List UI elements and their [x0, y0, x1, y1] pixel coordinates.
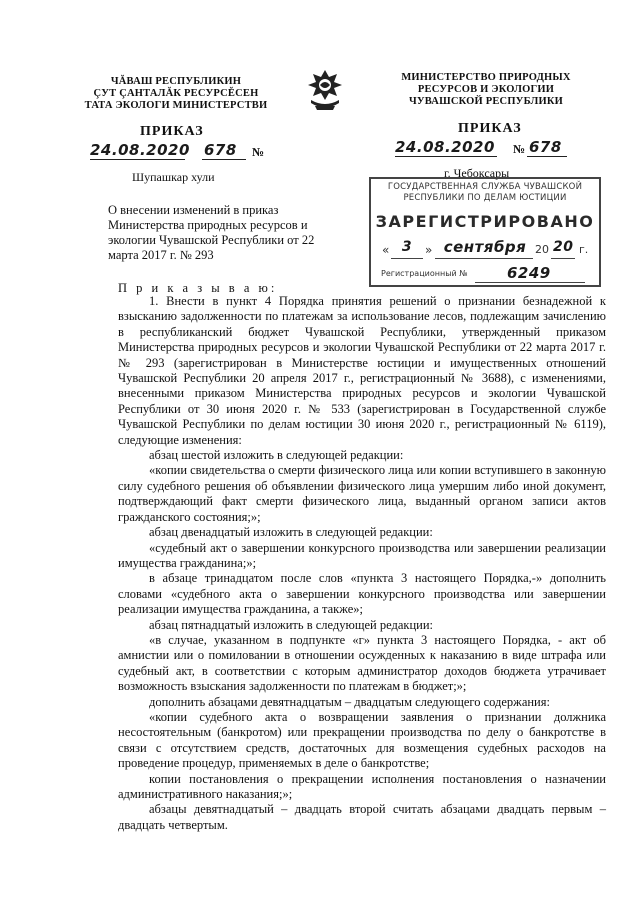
body-paragraph: абзац шестой изложить в следующей редакции:: [149, 448, 404, 463]
stamp-month-underline: [435, 258, 533, 259]
date-underline: [395, 156, 497, 157]
order-title-right: ПРИКАЗ: [458, 121, 522, 136]
body-paragraph: копии постановления о прекращении исполнения постановления о назначении административного наказания;»;: [118, 771, 606, 801]
body-paragraph: «в случае, указанном в подпункте «г» пункта 3 настоящего Порядка, - акт об амнистии или о помиловании в отношении осужденных к наказанию в виде штрафа или судебный акт, в соответствии с которым администратор доходов бюджета утрачивает возможность взыскания задолженности по платежам в бюджет;»;: [118, 632, 606, 694]
body-paragraph: абзац пятнадцатый изложить в следующей редакции:: [149, 617, 434, 632]
order-body: [118, 294, 606, 833]
stamp-registered-label: ЗАРЕГИСТРИРОВАНО: [375, 212, 595, 231]
stamp-year-prefix: 20: [535, 243, 549, 256]
header-left-line: ТАТА ЭКОЛОГИ МИНИСТЕРСТВИ: [84, 100, 268, 111]
city-left: Шупашкар хули: [132, 170, 215, 184]
handwritten-number-left: 678: [204, 141, 237, 159]
body-paragraph: абзацы девятнадцатый – двадцать второй считать абзацами двадцать первым – двадцать четвертым.: [118, 802, 606, 832]
body-paragraph: абзац двенадцатый изложить в следующей редакции:: [149, 525, 433, 540]
stamp-year-suffix: 20: [553, 239, 574, 255]
stamp-year-underline: [551, 258, 575, 259]
header-right-line: РЕСУРСОВ И ЭКОЛОГИИ: [417, 84, 555, 95]
coat-of-arms-emblem-icon: [303, 66, 347, 114]
city-right: г. Чебоксары: [444, 166, 510, 180]
stamp-line: РЕСПУБЛИКИ ПО ДЕЛАМ ЮСТИЦИИ: [403, 193, 567, 203]
stamp-line: ГОСУДАРСТВЕННАЯ СЛУЖБА ЧУВАШСКОЙ: [387, 182, 583, 192]
handwritten-date-left: 24.08.2020: [90, 141, 190, 159]
body-paragraph: «копии свидетельства о смерти физического лица или копии вступившего в законную силу судебного решения об объявлении физического лица умершим либо иной документ, подтверждающий факт смерти физического лица, выданный органом записи актов гражданского состояния;»;: [118, 463, 606, 524]
header-left-line: ÇУТ ÇАНТАЛĂК РЕСУРСĔСЕН: [93, 88, 259, 99]
handwritten-number-right: 678: [529, 138, 562, 156]
number-sign-left: №: [252, 145, 265, 159]
handwritten-date-right: 24.08.2020: [395, 138, 495, 156]
stamp-authority: [371, 182, 599, 204]
date-underline: [90, 159, 185, 160]
header-left-line: ЧĂВАШ РЕСПУБЛИКИН: [110, 76, 242, 87]
header-right-line: ЧУВАШСКОЙ РЕСПУБЛИКИ: [408, 96, 564, 107]
stamp-quote-open: «: [382, 243, 390, 257]
body-paragraph: «судебный акт о завершении конкурсного производства или завершении реализации имущества гражданина;»;: [118, 540, 606, 570]
number-underline: [527, 156, 567, 157]
stamp-quote-close: »: [425, 243, 433, 257]
stamp-reg-label: Регистрационный №: [381, 269, 468, 278]
body-paragraph: «копии судебного акта о возвращении заявления о признании должника несостоятельным (банкротом) или прекращении производства по делу о банкротстве в связи с отсутствием средств, достаточных для возмещения судебных расходов на проведение процедур, применяемых в деле о банкротстве;: [118, 709, 606, 771]
order-word: П р и к а з ы в а ю:: [118, 281, 278, 295]
order-subject: О внесении изменений в приказ Министерства природных ресурсов и экологии Чувашской Республики от 22 марта 2017 г. № 293: [108, 203, 315, 262]
body-paragraph: 1. Внести в пункт 4 Порядка принятия решений о признании безнадежной к взысканию задолженности по платежам за использование лесов, подлежащим зачислению в республиканский бюджет Чувашской Республики, утвержденный приказом Министерства природных ресурсов и экологии Чувашской Республики от 22 марта 2017 г. № 293 (зарегистрирован в Министерстве юстиции и имущественных отношений Чувашской Республики 20 апреля 2017 г., регистрационный № 3688), с изменениями, внесенными приказом Министерства природных ресурсов и экологии Чувашской Республики от 30 июня 2020 г. № 533 (зарегистрирован в Государственной службе Чувашской Республики по делам юстиции 30 июня 2020 г., регистрационный № 6119), следующие изменения:: [118, 294, 606, 447]
header-russian-ministry: [372, 72, 600, 108]
number-sign-right: №: [513, 142, 526, 156]
registration-stamp: [369, 177, 601, 287]
stamp-day: 3: [401, 239, 413, 255]
stamp-month: сентября: [443, 238, 527, 256]
number-underline: [202, 159, 246, 160]
stamp-day-underline: [391, 258, 423, 259]
header-right-line: МИНИСТЕРСТВО ПРИРОДНЫХ: [401, 72, 571, 83]
order-title-left: ПРИКАЗ: [140, 124, 204, 139]
stamp-reg-number: 6249: [507, 264, 551, 282]
header-chuvash-ministry: [66, 76, 286, 112]
stamp-year-mark: г.: [579, 243, 589, 256]
body-paragraph: в абзаце тринадцатом после слов «пункта 3 настоящего Порядка,-» дополнить словами «судебного акта о завершении конкурсного производства или завершении реализации имущества гражданина, а также»;: [118, 571, 606, 617]
body-paragraph: дополнить абзацами девятнадцатым – двадцатым следующего содержания:: [149, 694, 550, 709]
